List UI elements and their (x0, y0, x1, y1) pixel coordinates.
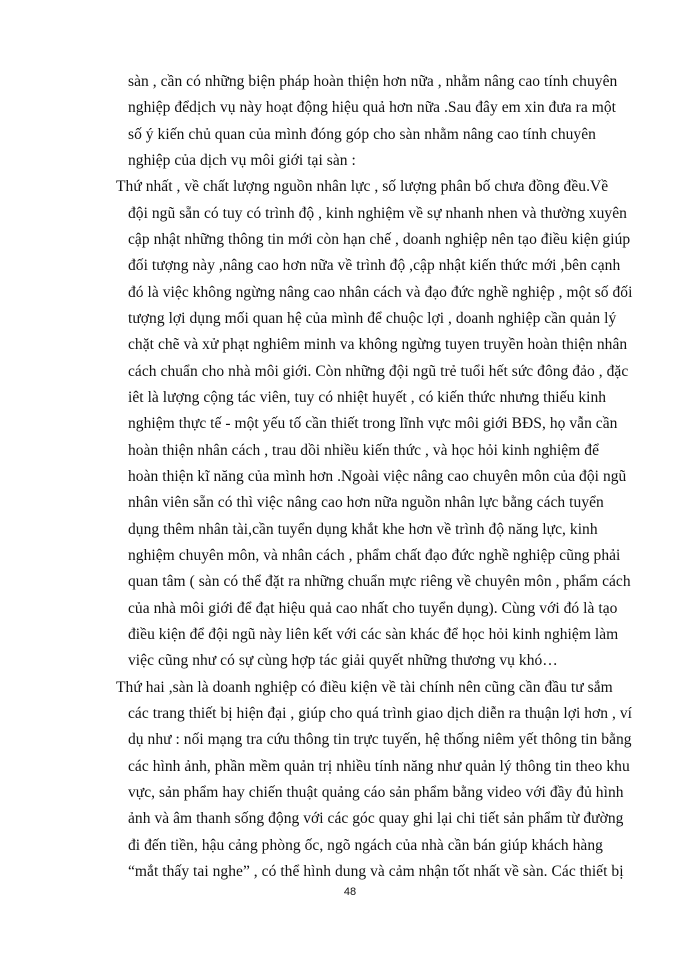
text-line: ảnh và âm thanh sống động với các góc quay ghi lại chi tiết sản phẩm từ đường (128, 810, 624, 828)
text-line: Thứ hai ,sàn là doanh nghiệp có điều kiện về tài chính nên cũng cần đầu tư sắm (116, 678, 613, 696)
text-line: Thứ nhất , về chất lượng nguồn nhân lực , số lượng phân bố chưa đồng đều.Về (116, 178, 609, 196)
text-line: hoàn thiện nhân cách , trau dồi nhiều kiến thức , và học hỏi kinh nghiệm để (128, 441, 599, 459)
text-line: các trang thiết bị hiện đại , giúp cho quá trình giao dịch diễn ra thuận lợi hơn , ví (128, 705, 633, 722)
text-line: đối tượng này ,nâng cao hơn nữa về trình độ ,cập nhật kiến thức mới ,bên cạnh (128, 257, 621, 275)
text-line: nghiệp đểdịch vụ này hoạt động hiệu quả hơn nữa .Sau đây em xin đưa ra một (128, 99, 616, 117)
text-line: việc cũng như có sự cùng hợp tác giải quyết những thương vụ khó… (128, 652, 558, 670)
page-number: 48 (343, 886, 357, 898)
text-line: tượng lợi dụng mối quan hệ của mình để chuộc lợi , doanh nghiệp cần quản lý (128, 310, 617, 327)
text-line: điều kiện để đội ngũ này liên kết với các sàn khác để học hỏi kinh nghiệm làm (128, 626, 619, 643)
text-line: số ý kiến chủ quan của mình đóng góp cho sàn nhằm nâng cao tính chuyên (128, 125, 596, 143)
text-line: nghiệm chuyên môn, và nhân cách , phẩm chất đạo đức nghề nghiệp cũng phải (128, 547, 621, 564)
text-line: các hình ảnh, phần mềm quản trị nhiều tính năng như quản lý thông tin theo khu (128, 757, 630, 775)
text-line: chặt chẽ và xử phạt nghiêm minh va không ngừng tuyen truyền hoàn thiện nhân (128, 336, 628, 354)
text-line: cách chuẩn cho nhà môi giới. Còn những đội ngũ trẻ tuổi hết sức đông đảo , đặc (128, 362, 629, 380)
text-line: đó là việc không ngừng nâng cao nhân cách và đạo đức nghề nghiệp , một số đối (128, 283, 633, 301)
text-line: đội ngũ sẵn có tuy có trình độ , kinh nghiệm về sự nhanh nhen và thường xuyên (128, 204, 627, 222)
text-line: quan tâm ( sàn có thể đặt ra những chuẩn mực riêng về chuyên môn , phẩm cách (128, 573, 631, 591)
text-line: iêt là lượng cộng tác viên, tuy có nhiệt huyết , có kiến thức nhưng thiếu kinh (128, 389, 607, 406)
text-line: dụng thêm nhân tài,cần tuyển dụng khắt khe hơn về trình độ năng lực, kinh (128, 520, 598, 538)
text-line: vực, sản phẩm hay chiến thuật quảng cáo sản phẩm bằng video với đầy đủ hình (128, 784, 624, 801)
text-line: sàn , cần có những biện pháp hoàn thiện hơn nữa , nhằm nâng cao tính chuyên (128, 73, 618, 90)
text-line: “mắt thấy tai nghe” , có thể hình dung và cảm nhận tốt nhất về sàn. Các thiết bị (128, 863, 624, 880)
text-line: hoàn thiện kĩ năng của mình hơn .Ngoài việc nâng cao chuyên môn của đội ngũ (128, 468, 627, 485)
text-line: nghiệm thực tế - một yếu tố cần thiết trong lĩnh vực môi giới BĐS, họ vẫn cần (128, 415, 618, 433)
text-line: dụ như : nối mạng tra cứu thông tin trực tuyến, hệ thống niêm yết thông tin bằng (128, 731, 632, 749)
text-line: nghiệp của dịch vụ môi giới tại sàn : (128, 152, 356, 169)
text-line: cập nhật những thông tin mới còn hạn chế , doanh nghiệp nên tạo điều kiện giúp (128, 231, 631, 248)
text-line: nhân viên sẵn có thì việc nâng cao hơn nữa nguồn nhân lực bằng cách tuyển (128, 494, 604, 512)
text-line: của nhà môi giới để đạt hiệu quả cao nhất cho tuyển dụng). Cùng với đó là tạo (128, 599, 618, 617)
text-line: đi đến tiền, hậu cảng phòng ốc, ngõ ngách của nhà cần bán giúp khách hàng (128, 836, 603, 854)
